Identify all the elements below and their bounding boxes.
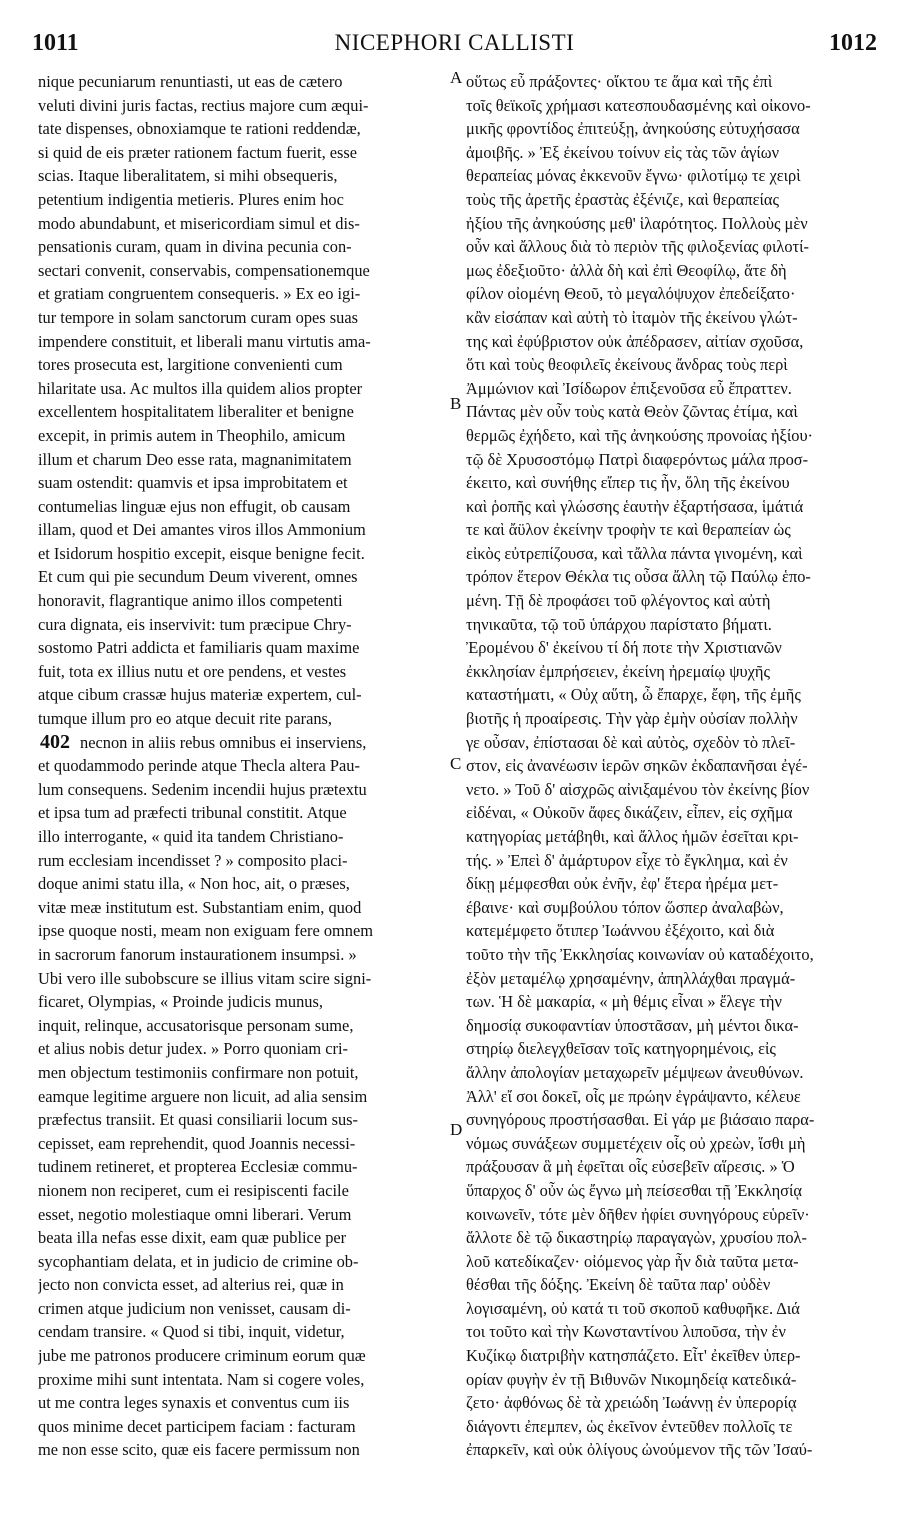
latin-text-line: ut me contra leges synaxis et conventus cum iis [38,1393,350,1413]
greek-text-line: διάγοντι ἐπεμπεν, ὡς ἐκεῖνον ἐντεῦθεν πολλοῖς τε [466,1416,793,1436]
greek-text-line: τοῖς θεϊκοῖς χρήμασι κατεσπουδασμένης καὶ οἰκονο- [466,95,811,115]
greek-text-line: των. Ἡ δὲ μακαρία, « μὴ θέμις εἶναι » ἔλεγε τὴν [466,992,782,1012]
latin-text-line: beata illa nefas esse dixit, eam quæ publice per [38,1228,347,1248]
latin-text-line: et ipsa tum ad præfecti tribunal constitit. Atque [38,803,347,823]
margin-number: 402 [40,731,70,753]
greek-text-line: στηρίῳ διελεγχθεῖσαν τοῖς κατηγορημένοις, εἰς [466,1039,776,1059]
latin-text-line: necnon in aliis rebus omnibus ei inserviens, [80,732,367,752]
greek-text-line: δίκῃ μέμφεσθαι οὐκ ἐνῆν, ἐφ' ἕτερα ἠρέμα μετ- [466,874,779,894]
latin-text-line: suam ostendit: quamvis et ipsa improbitatem et [38,473,348,493]
latin-text-line: scias. Itaque liberalitatem, si mihi obsequeris, [38,166,338,186]
latin-text-line: esset, negotio molestiaque omni liberari. Verum [38,1204,352,1224]
latin-text-line: tumque illum pro eo atque decuit rite parans, [38,709,333,729]
latin-text-line: rum ecclesiam incendisset ? » composito placi- [38,850,348,870]
running-title: NICEPHORI CALLISTI [334,30,575,55]
greek-text-line: της καὶ ἐφύβριστον οὐκ ἀπέδρασεν, αἰτίαν σχοῦσα, [466,331,804,351]
section-marker-b: B [450,394,462,413]
greek-column [466,70,874,1462]
greek-text-line: ἄλλην ἀπολογίαν μεταχωρεῖν μέμψεων ἀνευθύνων. [466,1062,804,1082]
greek-text-line: κἂν εἰσάπαν καὶ αὐτὴ τὸ ἰταμὸν τῆς ἐκείνου γλώτ- [466,307,798,327]
greek-text-line: οὕτως εὖ πράξοντες· οἴκτου τε ἅμα καὶ τῆς ἐπὶ [466,72,773,91]
latin-text-line: præfectus transiit. Et quasi consiliarii locum sus- [38,1110,359,1130]
greek-text-line: Κυζίκῳ διατριβὴν κατησπάζετο. Εἶτ' ἐκεῖθεν ὑπερ- [466,1346,801,1366]
latin-text-line: illum et charum Deo esse rata, magnanimitatem [38,449,352,469]
greek-text-line: ἐξὸν μεταμέλῳ χρησαμένην, ἀπηλλάχθαι πραγμά- [466,968,796,988]
greek-text-line: τρόπον ἕτερον Θέκλα τις οὖσα ἄλλη τῷ Παύλῳ ἑπο- [466,567,811,587]
latin-text-line: tate dispenses, obnoxiamque te rationi reddendæ, [38,119,361,139]
greek-text-line: οὖν καὶ ἄλλους διὰ τὸ περιὸν τῆς φιλοξενίας φιλοτί- [466,237,809,257]
greek-text-line: συνηγόρους προστήσασθαι. Εἰ γάρ με βιάσαιο παρα- [466,1110,815,1130]
latin-text-line: quos minime decet participem faciam : facturam [38,1416,356,1436]
latin-text-line: et Isidorum hospitio excepit, eisque benigne fecit. [38,543,365,563]
latin-text-line: doque animi statu illa, « Non hoc, ait, o præses, [38,874,350,894]
latin-text-line: honoravit, flagrantique animo illos competenti [38,591,343,611]
section-marker-a: A [450,68,463,87]
latin-text-line: illo interrogante, « quid ita tandem Christiano- [38,827,344,846]
latin-text-line: tur tempore in solam sanctorum curam opes suas [38,307,358,327]
latin-text-line: excepit, in primis autem in Theophilo, amicum [38,425,346,445]
greek-text-line: πράξουσαν ἃ μὴ ἐφεῖται οἷς εὐσεβεῖν αἵρεσις. » Ὁ [466,1157,795,1177]
latin-text-line: sycophantiam delata, et in judicio de crimine ob- [38,1251,359,1271]
latin-text-line: inquit, relinque, accusatorisque personam sume, [38,1015,354,1035]
latin-text-line: jecto non convicta esset, ad alterius rei, quæ in [38,1275,344,1295]
latin-text-line: sostomo Patri addicta et familiaris quam maxime [38,638,360,658]
latin-text-line: et alius nobis detur judex. » Porro quoniam cri- [38,1039,348,1059]
latin-text-line: cendam transire. « Quod si tibi, inquit, videtur, [38,1322,345,1342]
latin-text-line: Et cum qui pie secundum Deum viverent, omnes [38,567,358,587]
greek-text-line: βιοτῆς ἡ προαίρεσις. Τὴν γὰρ ἐμὴν οὐσίαν πολλὴν [466,709,798,729]
greek-text-line: καταστήματι, « Οὐχ αὕτη, ὦ ἔπαρχε, ἔφη, τῆς ἐμῆς [466,685,801,705]
greek-text-line: τῷ δὲ Χρυσοστόμῳ Πατρὶ διαφερόντως μάλα προσ- [466,449,809,469]
latin-text-line: jube me patronos producere criminum eorum quæ [38,1346,366,1366]
latin-text-line: lum consequens. Sedenim incendii hujus prætextu [38,779,367,799]
greek-text-line: κατεμέμφετο ὅτιπερ Ἰωάννου ἐξέχοιτο, καὶ διὰ [466,921,775,941]
latin-text-line: fuit, tota ex illius nutu et ore pendens, et vestes [38,661,347,681]
latin-text-line: tores prosecuta est, largitione convenienti cum [38,355,343,375]
latin-text-line: nionem non reciperet, cum ei resipiscenti facile [38,1180,349,1200]
greek-text-line: Ἐρομένου δ' ἐκείνου τί δή ποτε τὴν Χριστιανῶν [466,638,782,658]
latin-text-line: vitæ meæ institutum est. Substantiam enim, quod [38,897,362,917]
greek-text-line: τοι τοῦτο καὶ τὴν Κωνσταντίνου λιποῦσα, τὴν ἐν [466,1322,786,1342]
latin-text-line: Ubi vero ille subobscure se illius vitam scire signi- [38,968,372,988]
greek-text-line: κοινωνεῖν, τότε μὲν δῆθεν ἠφίει συνηγόρους εὑρεῖν· [466,1204,810,1224]
latin-text-line: tudinem retineret, et propterea Ecclesiæ commu- [38,1157,358,1177]
latin-text-line: veluti divini juris factas, rectius majore cum æqui- [38,95,369,115]
latin-text-line: petentium indigentia metieris. Plures enim hoc [38,189,344,209]
greek-text-line: έβαινε· καὶ συμβούλου τόπον ὥσπερ ἀναλαβὼν, [466,897,784,917]
latin-text-line: modo abundabunt, et misericordiam simul et dis- [38,213,360,233]
latin-text-line: ficaret, Olympias, « Proinde judicis munus, [38,992,323,1012]
greek-text-line: Ἀμμώνιον καὶ Ἰσίδωρον ἐπιξενοῦσα εὖ ἔπραττεν. [466,378,792,398]
greek-text-line: Ἀλλ' εἴ σοι δοκεῖ, οἷς με πρώην ἐγράψαντο, κέλευε [466,1086,801,1106]
latin-text-line: impendere constituit, et liberali manu virtutis ama- [38,331,371,351]
greek-text-line: μως ἐδεξιοῦτο· ἀλλὰ δὴ καὶ ἐπὶ Θεοφίλῳ, ἅτε δὴ [466,260,787,280]
latin-text-line: et quodammodo perinde atque Thecla altera Pau- [38,756,360,776]
latin-text-line: men objectum testimoniis confirmare non potuit, [38,1062,359,1082]
page-number-right: 1012 [829,30,877,56]
greek-text-line: δημοσίᾳ συκοφαντίαν ὑποστᾶσαν, μὴ μέντοι δικα- [466,1015,799,1035]
greek-text-line: ἐκκλησίαν ἐμπρήσειεν, ἐκείνη ἠρεμαίῳ ψυχῆς [466,661,770,681]
latin-text-line: hilaritate usa. Ac multos illa quidem alios propter [38,378,363,398]
greek-text-line: εἰδέναι, « Οὐκοῦν ἄφες δικάζειν, εἶπεν, εἰς σχῆμα [466,803,793,823]
greek-text-line: ζετο· ἀφθόνως δὲ τὰ χρειώδη Ἰωάννῃ ἐν ὑπερορίᾳ [466,1393,797,1413]
latin-text-line: pensationis curam, quam in divina pecunia con- [38,237,352,257]
greek-text-line: ἠξίου τῆς ἀνηκούσης μεθ' ἱλαρότητος. Πολλοὺς μὲν [466,213,808,233]
greek-text-line: θεραπείας μόνας ἐκκενοῦν ἔγνω· φιλοτίμῳ τε χειρὶ [466,166,801,186]
latin-text-line: me non esse scito, quæ eis facere permissum non [38,1440,360,1460]
latin-text-line: proxime mihi sunt intentata. Nam si cogere voles, [38,1369,365,1389]
latin-text-line: illam, quod et Dei amantes viros illos Ammonium [38,520,366,540]
greek-text-line: τε καὶ ἄϋλον ἐκείνην τροφὴν τε καὶ θεραπείαν ὡς [466,520,791,540]
latin-text-line: crimen atque judicium non venisset, causam di- [38,1298,351,1318]
greek-text-line: νετο. » Τοῦ δ' αἰσχρῶς αἰνιξαμένου τὸν ἐκείνης βίον [466,779,810,799]
greek-text-line: φίλον οἰομένη Θεοῦ, τὸ μεγαλόψυχον ἐπεδείξατο· [466,284,796,304]
latin-text-line: eamque legitime arguere non licuit, ad alia sensim [38,1086,368,1106]
greek-text-line: Πάντας μὲν οὖν τοὺς κατὰ Θεὸν ζῶντας ἐτίμα, καὶ [466,402,798,422]
greek-text-line: καὶ ῥοπῆς καὶ γλώσσης ἑαυτὴν ἐξαρτήσασα, ἱμάτιά [466,496,804,516]
greek-text-line: λογισαμένη, οὐ κατά τι τοῦ σκοποῦ καθυφῆκε. Διά [466,1298,800,1318]
greek-text-line: κατηγορίας μετάβηθι, καὶ ἄλλος ἡμῶν ἐσεῖται κρι- [466,827,799,846]
section-marker-d: D [450,1120,463,1139]
greek-text-line: ὅτι καὶ τοὺς θεοφιλεῖς ἐκείνους ἄνδρας τοὺς περὶ [466,355,788,375]
greek-text-line: εἰκὸς εὐτρεπίζουσα, καὶ τἄλλα πάντα γινομένη, καὶ [466,543,803,563]
greek-text-line: ορίαν φυγὴν ἐν τῇ Βιθυνῶν Νικομηδείᾳ κατεδικά- [466,1369,797,1389]
greek-text-line: νόμως συνάξεων συμμετέχειν οἷς οὐ χρεὼν, ἴσθι μὴ [466,1133,806,1153]
latin-text-line: cura dignata, eis inservivit: tum præcipue Chry- [38,614,352,634]
latin-text-line: ipse quoque nosti, meam non exiguam fere omnem [38,921,374,941]
greek-text-line: ἐπαρκεῖν, καὶ οὐκ ὀλίγους ὠνούμενον τῆς τῶν Ἰσαύ- [466,1440,813,1460]
latin-text-line: excellentem hospitalitatem liberaliter et benigne [38,402,354,422]
latin-text-line: contumelias linguæ ejus non effugit, ob causam [38,496,351,516]
greek-text-line: ὕπαρχος δ' οὖν ὡς ἔγνω μὴ πείσεσθαι τῇ Ἐκκλησίᾳ [466,1180,803,1200]
page-number-left: 1011 [32,30,79,56]
greek-text-line: γε οὖσαν, ἐπίστασαι δὲ καὶ αὐτὸς, σχεδὸν τὸ πλεῖ- [466,732,796,752]
latin-text-line: nique pecuniarum renuntiasti, ut eas de cætero [38,72,343,91]
latin-text-line: cepisset, eam reprehendit, quod Joannis necessi- [38,1133,356,1153]
greek-text-line: ἄλλοτε δὲ τῷ δικαστηρίῳ παραγαγὼν, χρυσίου πολ- [466,1228,807,1248]
greek-text-line: έκειτο, καὶ συνήθης εἴπερ τις ἦν, ὅλη τῆς ἐκείνου [466,473,790,493]
latin-text-line: in sacrorum fanorum instaurationem insumpsi. » [38,944,357,964]
latin-text-line: atque cibum crassæ hujus materiæ expertem, cul- [38,685,362,705]
section-marker-c: C [450,754,462,773]
greek-text-line: τής. » Ἐπεὶ δ' ἀμάρτυρον εἶχε τὸ ἔγκλημα, καὶ ἐν [466,850,788,870]
greek-text-line: τοὺς τῆς ἀρετῆς ἐραστὰς ἐξένιζε, καὶ θεραπείας [466,189,779,209]
greek-text-line: μένη. Τῇ δὲ προφάσει τοῦ φλέγοντος καὶ αὐτὴ [466,591,771,611]
greek-text-line: τοῦτο τὴν τῆς Ἐκκλησίας κοινωνίαν οὐ καταδέχοιτο, [466,944,814,964]
greek-text-line: θέσθαι τῆς δόξης. Ἐκείνη δὲ ταῦτα παρ' οὐδὲν [466,1275,771,1295]
latin-text-line: sectari convenit, conservabis, compensationemque [38,260,370,280]
greek-text-line: στον, εἰς ἀνανέωσιν ἱερῶν σηκῶν ἐκδαπανῆσαι ἐγέ- [466,756,808,776]
greek-text-line: τηνικαῦτα, τῷ τοῦ ὑπάρχου παρίστατο βήματι. [466,614,772,634]
latin-column [38,70,450,1462]
latin-text-line: si quid de eis præter rationem factum fuerit, esse [38,142,358,162]
greek-text-line: μικῆς φροντίδος ἐπιτεύξῃ, ἀνηκούσης εὐτυχήσασα [466,119,800,139]
latin-text-line: et gratiam congruentem consequeris. » Ex eo igi- [38,284,361,304]
greek-text-line: λοῦ κατεδίκαζεν· οἰόμενος γὰρ ἦν διὰ ταῦτα μετα- [466,1251,799,1271]
page-header [32,30,877,60]
greek-text-line: θερμῶς ἐχήδετο, καὶ τῆς ἀνηκούσης προνοίας ἠξίου· [466,425,814,445]
greek-text-line: ἀμοιβῆς. » Ἐξ ἐκείνου τοίνυν εἰς τὰς τῶν ἁγίων [466,142,779,162]
